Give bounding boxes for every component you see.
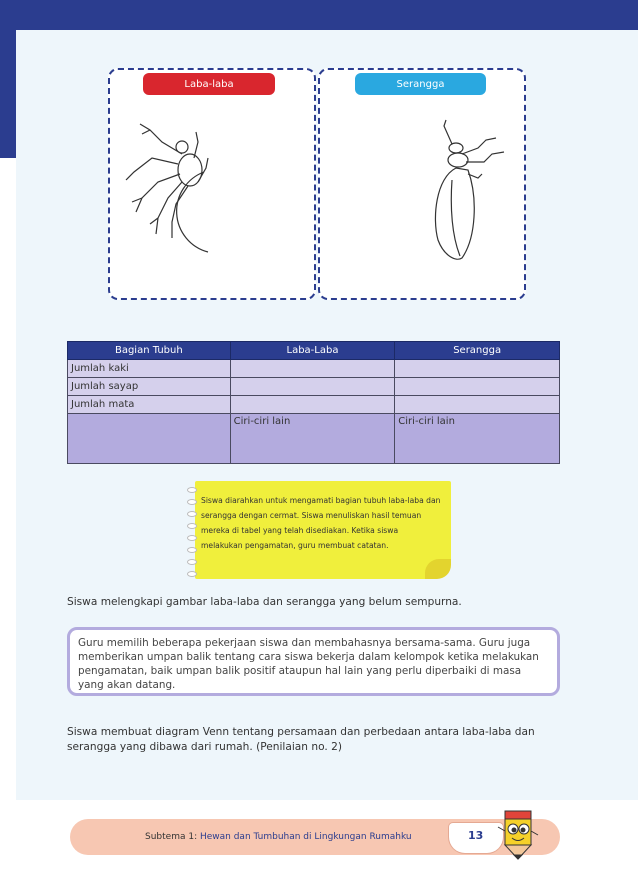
table-cell: Jumlah sayap	[68, 378, 231, 396]
side-band	[0, 0, 16, 158]
sticky-note	[185, 481, 451, 579]
table-cell: Ciri-ciri lain	[230, 414, 395, 464]
pencil-mascot-icon	[495, 805, 541, 861]
spiral-ring-icon	[187, 547, 197, 553]
table-cell: Jumlah kaki	[68, 360, 231, 378]
table-cell	[395, 396, 560, 414]
header-spider: Laba-Laba	[230, 342, 395, 360]
spiral-ring-icon	[187, 487, 197, 493]
spider-drawing	[112, 112, 312, 262]
insect-drawing	[416, 118, 526, 268]
table-cell	[230, 360, 395, 378]
top-band	[0, 0, 638, 30]
table-cell	[395, 378, 560, 396]
table-cell: Ciri-ciri lain	[395, 414, 560, 464]
table-cell	[68, 414, 231, 464]
footer-title: Hewan dan Tumbuhan di Lingkungan Rumahku	[199, 832, 412, 842]
footer-subtheme	[145, 832, 412, 842]
spiral-ring-icon	[187, 535, 197, 541]
paragraph-venn-diagram: Siswa membuat diagram Venn tentang persamaan dan perbedaan antara laba-laba dan serangga yang dibawa dari rumah. (Penilaian no. 2)	[67, 726, 535, 753]
note-fold	[425, 559, 451, 579]
insect-card-label: Serangga	[355, 73, 486, 95]
spider-card-label: Laba-laba	[143, 73, 275, 95]
table-row	[68, 378, 560, 396]
table-cell	[230, 378, 395, 396]
table-row	[68, 396, 560, 414]
note-text: Siswa diarahkan untuk mengamati bagian tubuh laba-laba dan serangga dengan cermat. Siswa menuliskan hasil temuan mereka di tabel yang telah disediakan. Ketika siswa melakukan pengamatan, guru membuat catatan.	[201, 496, 441, 550]
table-cell	[230, 396, 395, 414]
page-number: 13	[468, 829, 484, 842]
header-insect: Serangga	[395, 342, 560, 360]
observation-table	[67, 341, 560, 464]
spiral-ring-icon	[187, 499, 197, 505]
table-header-row	[68, 342, 560, 360]
teacher-feedback-box: Guru memilih beberapa pekerjaan siswa dan membahasnya bersama-sama. Guru juga memberikan umpan balik tentang cara siswa bekerja dalam kelompok ketika melakukan pengamatan, baik umpan balik positif ataupun hal lain yang perlu diperbaiki di masa yang akan datang.	[67, 627, 560, 696]
spiral-ring-icon	[187, 511, 197, 517]
footer-prefix: Subtema 1:	[145, 832, 200, 842]
table-cell	[395, 360, 560, 378]
paragraph-complete-drawing: Siswa melengkapi gambar laba-laba dan serangga yang belum sempurna.	[67, 596, 462, 608]
table-cell: Jumlah mata	[68, 396, 231, 414]
table-row	[68, 360, 560, 378]
spiral-ring-icon	[187, 559, 197, 565]
header-body-part: Bagian Tubuh	[68, 342, 231, 360]
spiral-ring-icon	[187, 523, 197, 529]
spiral-ring-icon	[187, 571, 197, 577]
table-row	[68, 414, 560, 464]
